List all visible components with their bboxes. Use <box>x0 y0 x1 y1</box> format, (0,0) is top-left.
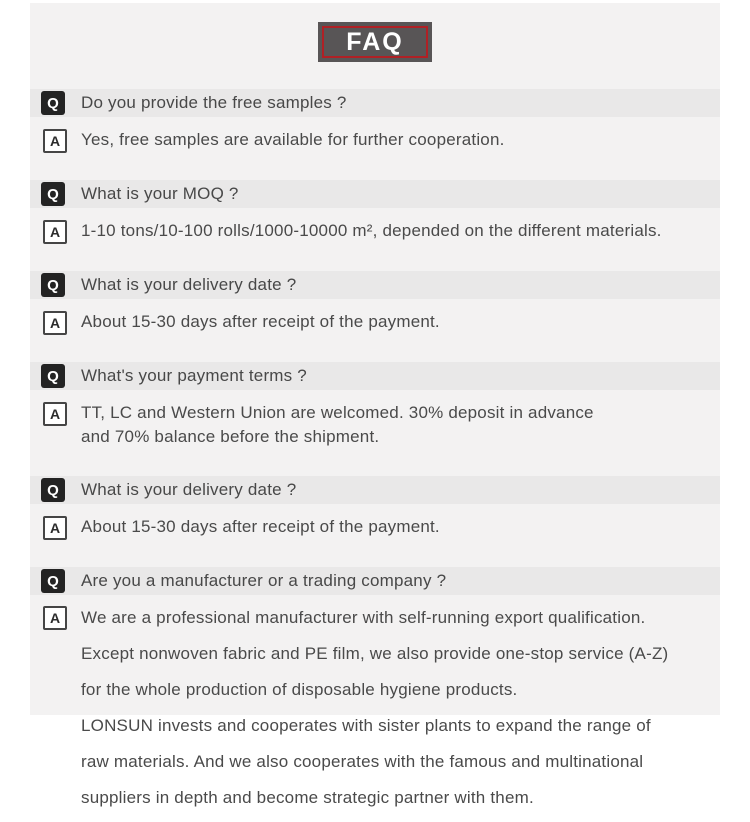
q-icon: Q <box>41 273 65 297</box>
q-icon: Q <box>41 364 65 388</box>
question-row <box>30 89 720 117</box>
faq-title-box <box>318 22 432 62</box>
a-icon: A <box>43 516 67 540</box>
answer-text <box>81 310 440 334</box>
answer-line: TT, LC and Western Union are welcomed. 30% deposit in advance <box>81 403 594 422</box>
answer-row <box>30 600 720 816</box>
answer-row <box>30 219 720 244</box>
q-icon: Q <box>41 91 65 115</box>
answer-line: for the whole production of disposable hygiene products. <box>81 680 518 699</box>
a-icon: A <box>43 129 67 153</box>
answer-text <box>81 600 668 816</box>
answer-text <box>81 219 662 243</box>
q-icon: Q <box>41 569 65 593</box>
a-icon: A <box>43 606 67 630</box>
answer-row <box>30 128 720 153</box>
a-icon: A <box>43 220 67 244</box>
a-icon: A <box>43 311 67 335</box>
answer-row <box>30 401 720 449</box>
answer-line: suppliers in depth and become strategic partner with them. <box>81 788 534 807</box>
answer-line: We are a professional manufacturer with self-running export qualification. <box>81 608 646 627</box>
question-row <box>30 567 720 595</box>
q-icon: Q <box>41 182 65 206</box>
answer-line: LONSUN invests and cooperates with sister plants to expand the range of <box>81 716 651 735</box>
faq-panel <box>30 3 720 822</box>
answer-line: About 15-30 days after receipt of the payment. <box>81 517 440 536</box>
question-text: Do you provide the free samples ? <box>81 93 347 112</box>
answer-line: 1-10 tons/10-100 rolls/1000-10000 m², depended on the different materials. <box>81 221 662 240</box>
question-row <box>30 180 720 208</box>
question-text: What is your delivery date ? <box>81 275 297 294</box>
page-title: FAQ <box>346 28 404 56</box>
answer-text <box>81 128 505 152</box>
answer-text <box>81 515 440 539</box>
answer-line: Yes, free samples are available for further cooperation. <box>81 130 505 149</box>
question-text: What is your delivery date ? <box>81 480 297 499</box>
question-text: Are you a manufacturer or a trading company ? <box>81 571 447 590</box>
question-row <box>30 476 720 504</box>
answer-text <box>81 401 594 449</box>
answer-line: Except nonwoven fabric and PE film, we also provide one-stop service (A-Z) <box>81 644 669 663</box>
faq-title-wrap <box>30 3 720 62</box>
answer-line: About 15-30 days after receipt of the payment. <box>81 312 440 331</box>
a-icon: A <box>43 402 67 426</box>
answer-line: and 70% balance before the shipment. <box>81 427 380 446</box>
answer-row <box>30 515 720 540</box>
question-text: What is your MOQ ? <box>81 184 239 203</box>
answer-row <box>30 310 720 335</box>
q-icon: Q <box>41 478 65 502</box>
question-row <box>30 362 720 390</box>
question-text: What's your payment terms ? <box>81 366 307 385</box>
answer-line: raw materials. And we also cooperates with the famous and multinational <box>81 752 644 771</box>
question-row <box>30 271 720 299</box>
